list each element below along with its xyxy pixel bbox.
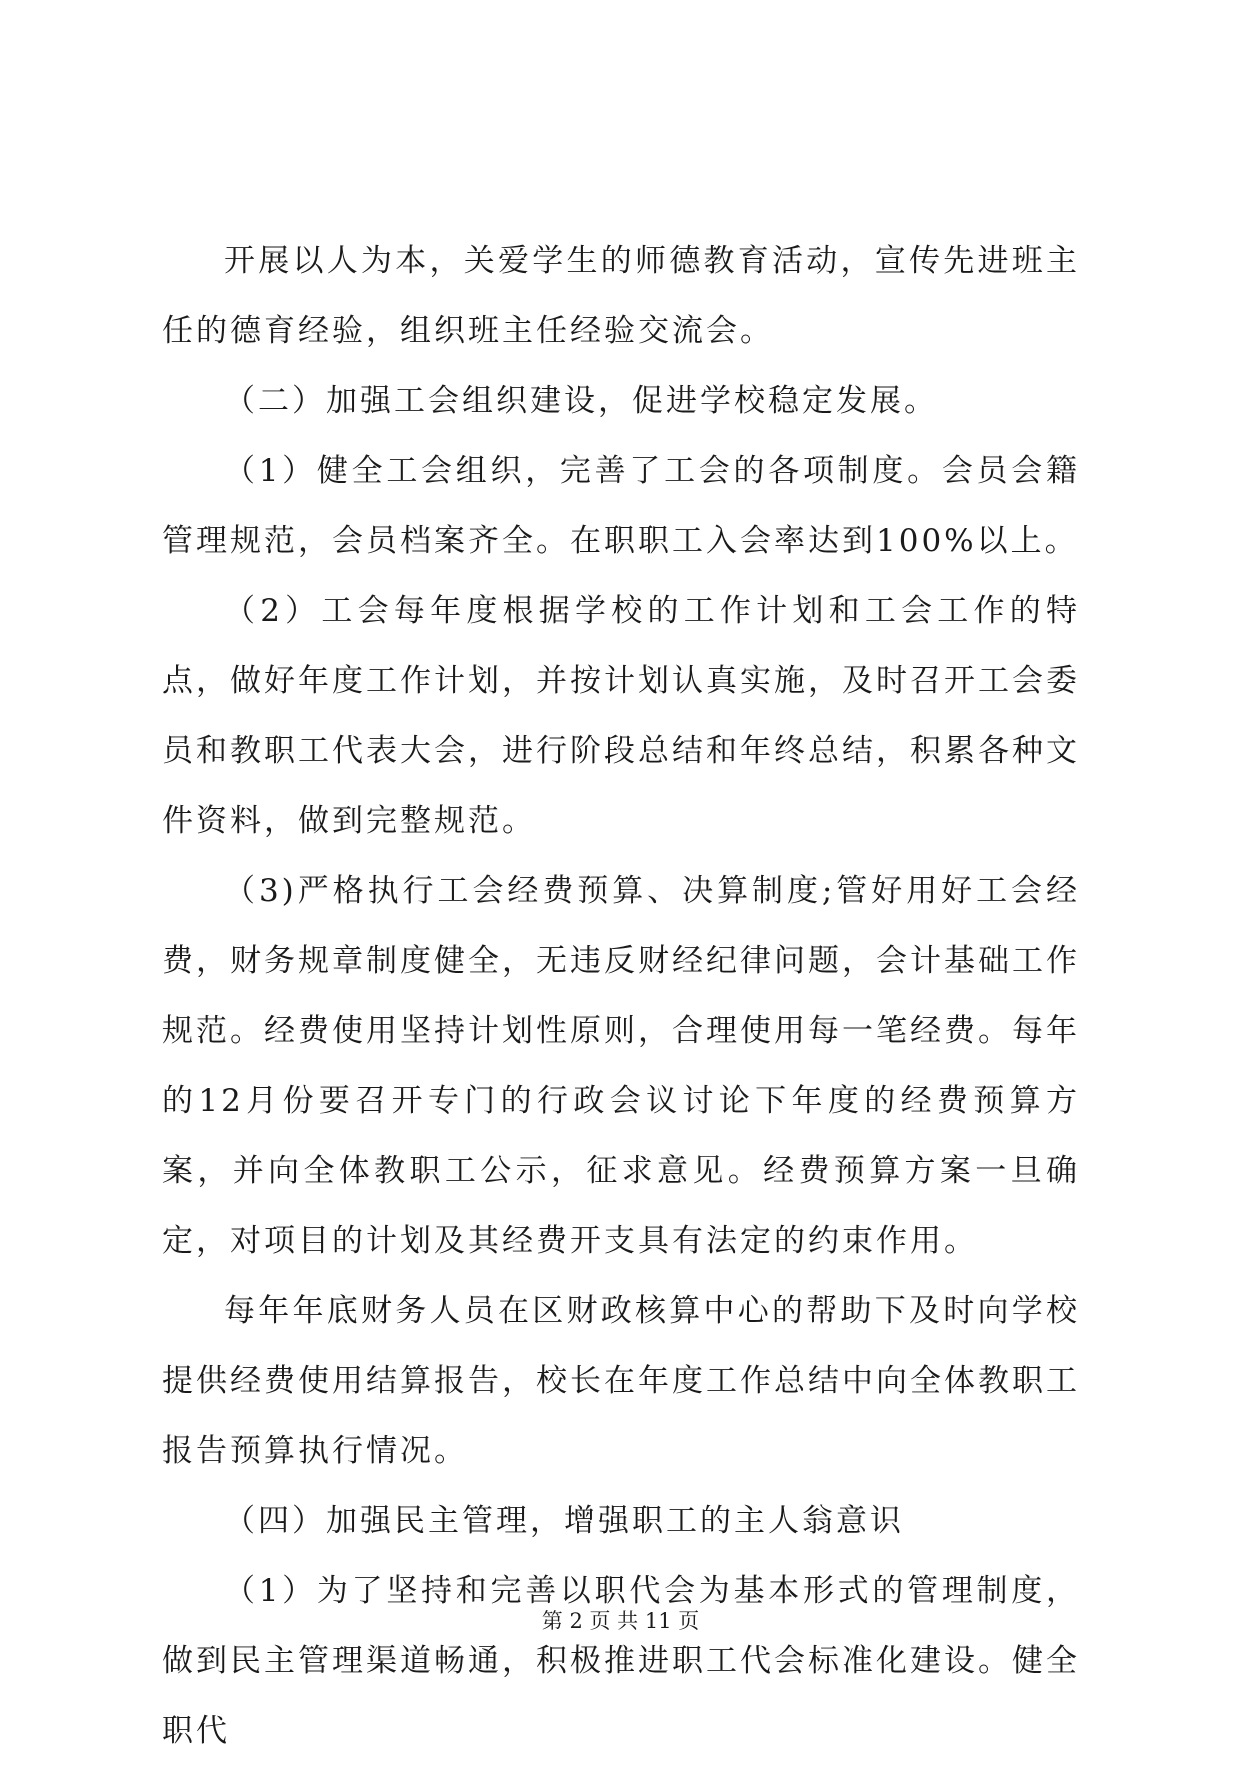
paragraph-3: （1）健全工会组织，完善了工会的各项制度。会员会籍管理规范，会员档案齐全。在职职工入会率达到100%以上。 — [162, 453, 1080, 559]
paragraph-7: （四）加强民主管理，增强职工的主人翁意识 — [224, 1503, 904, 1539]
paragraph-5: （3)严格执行工会经费预算、决算制度;管好用好工会经费，财务规章制度健全，无违反财经纪律问题，会计基础工作规范。经费使用坚持计划性原则，合理使用每一笔经费。每年的12月份要召开专门的行政会议讨论下年度的经费预算方案，并向全体教职工公示，征求意见。经费预算方案一旦确定，对项目的计划及其经费开支具有法定的约束作用。 — [162, 873, 1080, 1259]
paragraph-6: 每年年底财务人员在区财政核算中心的帮助下及时向学校提供经费使用结算报告，校长在年度工作总结中向全体教职工报告预算执行情况。 — [162, 1293, 1080, 1469]
document-body — [162, 226, 1080, 1766]
page-number-footer: 第 2 页 共 11 页 — [541, 1609, 700, 1633]
paragraph-8: （1）为了坚持和完善以职代会为基本形式的管理制度，做到民主管理渠道畅通，积极推进职工代会标准化建设。健全职代 — [162, 1573, 1080, 1749]
paragraph-2: （二）加强工会组织建设，促进学校稳定发展。 — [224, 383, 938, 419]
paragraph-1: 开展以人为本，关爱学生的师德教育活动，宣传先进班主任的德育经验，组织班主任经验交流会。 — [162, 243, 1080, 349]
paragraph-4: （2）工会每年度根据学校的工作计划和工会工作的特点，做好年度工作计划，并按计划认真实施，及时召开工会委员和教职工代表大会，进行阶段总结和年终总结，积累各种文件资料，做到完整规范。 — [162, 593, 1080, 839]
